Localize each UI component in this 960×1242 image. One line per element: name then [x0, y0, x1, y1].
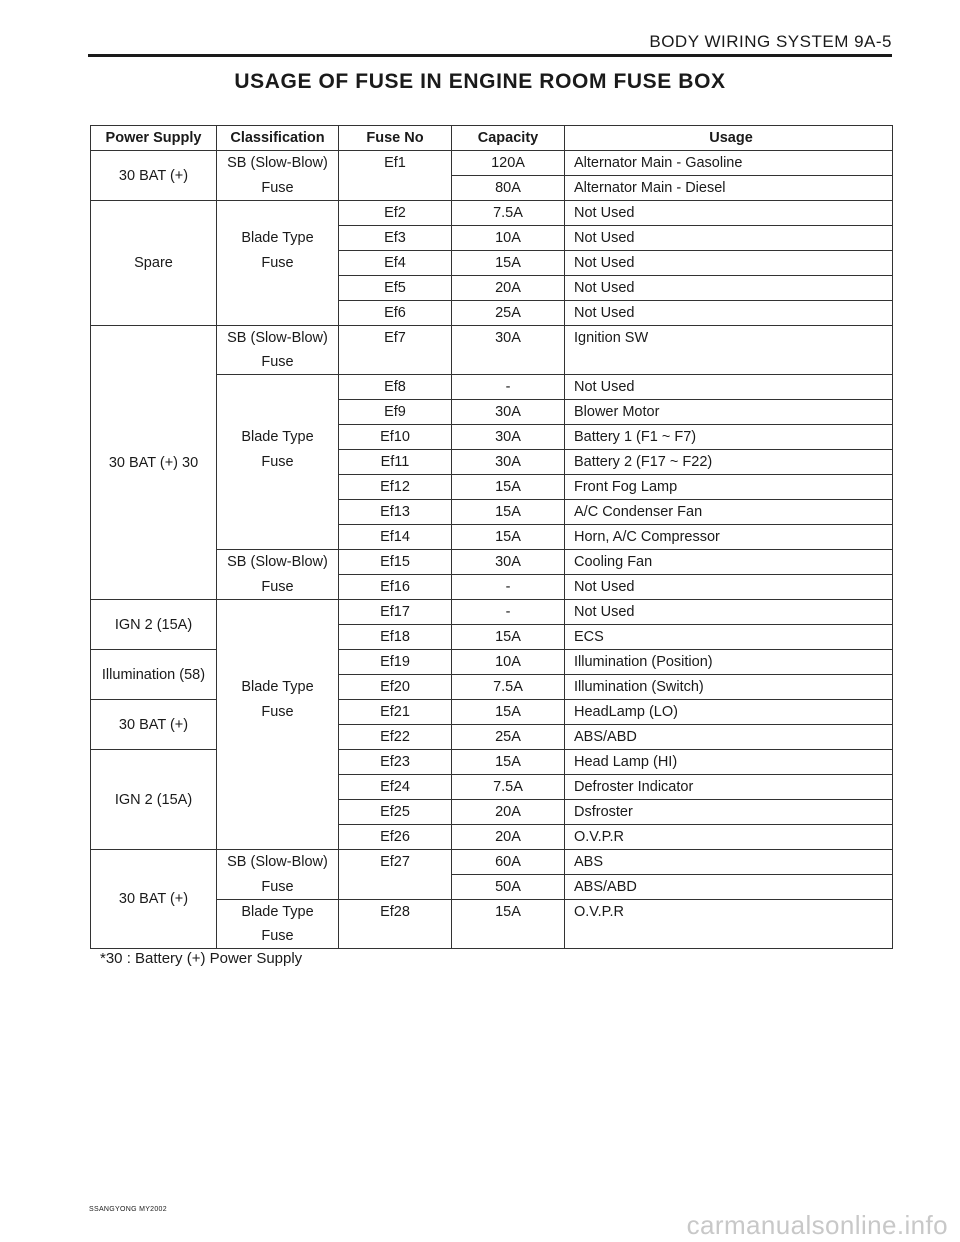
classification-cell: [217, 725, 339, 750]
power-supply-cell: 30 BAT (+): [91, 700, 217, 750]
capacity-cell: -: [452, 600, 565, 625]
capacity-cell: 25A: [452, 725, 565, 750]
capacity-cell: 7.5A: [452, 775, 565, 800]
usage-cell: Alternator Main - Gasoline: [565, 151, 893, 176]
fuse-no-cell: Ef3: [339, 226, 452, 251]
usage-cell: HeadLamp (LO): [565, 700, 893, 725]
classification-cell: [217, 600, 339, 625]
classification-cell: SB (Slow-Blow): [217, 550, 339, 575]
classification-cell: Fuse: [217, 875, 339, 900]
usage-cell: Blower Motor: [565, 400, 893, 425]
power-supply-cell: IGN 2 (15A): [91, 600, 217, 650]
usage-cell: Not Used: [565, 201, 893, 226]
capacity-cell: 15A: [452, 700, 565, 725]
capacity-cell: 15A: [452, 475, 565, 500]
usage-cell: ABS: [565, 850, 893, 875]
capacity-cell: 15A: [452, 251, 565, 276]
fuse-no-cell: [339, 875, 452, 900]
usage-cell: Battery 1 (F1 ~ F7): [565, 425, 893, 450]
table-row: [91, 600, 893, 625]
capacity-cell: -: [452, 575, 565, 600]
fuse-no-cell: Ef28: [339, 900, 452, 925]
fuse-no-cell: Ef26: [339, 825, 452, 850]
capacity-cell: 30A: [452, 400, 565, 425]
usage-cell: Dsfroster: [565, 800, 893, 825]
table-row: [91, 850, 893, 875]
classification-cell: [217, 375, 339, 400]
column-header-classification: Classification: [217, 126, 339, 151]
capacity-cell: 30A: [452, 326, 565, 351]
capacity-cell: [452, 924, 565, 949]
classification-cell: Blade Type: [217, 675, 339, 700]
usage-cell: O.V.P.R: [565, 825, 893, 850]
usage-cell: A/C Condenser Fan: [565, 500, 893, 525]
classification-cell: Fuse: [217, 350, 339, 375]
capacity-cell: 30A: [452, 425, 565, 450]
table-row: [91, 151, 893, 176]
capacity-cell: -: [452, 375, 565, 400]
fuse-no-cell: Ef9: [339, 400, 452, 425]
classification-cell: Blade Type: [217, 226, 339, 251]
classification-cell: [217, 825, 339, 850]
capacity-cell: 80A: [452, 176, 565, 201]
column-header-fuse-no: Fuse No: [339, 126, 452, 151]
usage-cell: Illumination (Position): [565, 650, 893, 675]
capacity-cell: 15A: [452, 500, 565, 525]
capacity-cell: 10A: [452, 226, 565, 251]
fuse-no-cell: Ef17: [339, 600, 452, 625]
fuse-no-cell: Ef15: [339, 550, 452, 575]
table-row: [91, 201, 893, 226]
classification-cell: [217, 276, 339, 301]
capacity-cell: 15A: [452, 625, 565, 650]
fuse-no-cell: Ef22: [339, 725, 452, 750]
fuse-no-cell: Ef14: [339, 525, 452, 550]
usage-cell: O.V.P.R: [565, 900, 893, 925]
fuse-no-cell: [339, 176, 452, 201]
capacity-cell: [452, 350, 565, 375]
fuse-no-cell: Ef13: [339, 500, 452, 525]
classification-cell: SB (Slow-Blow): [217, 850, 339, 875]
capacity-cell: 50A: [452, 875, 565, 900]
column-header-usage: Usage: [565, 126, 893, 151]
usage-cell: [565, 924, 893, 949]
fuse-no-cell: Ef1: [339, 151, 452, 176]
usage-cell: [565, 350, 893, 375]
table-header-row: [91, 126, 893, 151]
usage-cell: ABS/ABD: [565, 725, 893, 750]
classification-cell: Fuse: [217, 924, 339, 949]
capacity-cell: 10A: [452, 650, 565, 675]
classification-cell: [217, 500, 339, 525]
fuse-no-cell: Ef6: [339, 301, 452, 326]
fuse-no-cell: Ef2: [339, 201, 452, 226]
fuse-no-cell: Ef7: [339, 326, 452, 351]
power-supply-cell: Illumination (58): [91, 650, 217, 700]
capacity-cell: 15A: [452, 900, 565, 925]
capacity-cell: 20A: [452, 276, 565, 301]
fuse-no-cell: Ef18: [339, 625, 452, 650]
usage-cell: Not Used: [565, 375, 893, 400]
classification-cell: [217, 750, 339, 775]
classification-cell: Fuse: [217, 176, 339, 201]
power-supply-cell: 30 BAT (+) 30: [91, 326, 217, 600]
fuse-no-cell: Ef27: [339, 850, 452, 875]
usage-cell: Not Used: [565, 600, 893, 625]
fuse-no-cell: Ef11: [339, 450, 452, 475]
capacity-cell: 15A: [452, 525, 565, 550]
fuse-no-cell: Ef20: [339, 675, 452, 700]
usage-cell: Not Used: [565, 251, 893, 276]
usage-cell: Illumination (Switch): [565, 675, 893, 700]
capacity-cell: 60A: [452, 850, 565, 875]
classification-cell: [217, 650, 339, 675]
table-row: [91, 750, 893, 775]
power-supply-cell: 30 BAT (+): [91, 151, 217, 201]
classification-cell: SB (Slow-Blow): [217, 326, 339, 351]
fuse-no-cell: Ef19: [339, 650, 452, 675]
watermark: carmanualsonline.info: [686, 1210, 948, 1240]
classification-cell: Blade Type: [217, 425, 339, 450]
classification-cell: [217, 775, 339, 800]
fuse-no-cell: Ef4: [339, 251, 452, 276]
capacity-cell: 20A: [452, 800, 565, 825]
classification-cell: [217, 800, 339, 825]
usage-cell: Front Fog Lamp: [565, 475, 893, 500]
classification-cell: [217, 625, 339, 650]
fuse-usage-table: [90, 125, 893, 949]
header-rule: [88, 54, 892, 57]
fuse-no-cell: [339, 350, 452, 375]
capacity-cell: 7.5A: [452, 201, 565, 226]
fuse-no-cell: Ef24: [339, 775, 452, 800]
classification-cell: Fuse: [217, 700, 339, 725]
classification-cell: Fuse: [217, 575, 339, 600]
footnote: *30 : Battery (+) Power Supply: [100, 950, 303, 967]
classification-cell: Fuse: [217, 450, 339, 475]
classification-cell: [217, 475, 339, 500]
classification-cell: Blade Type: [217, 900, 339, 925]
usage-cell: Not Used: [565, 276, 893, 301]
fuse-no-cell: Ef16: [339, 575, 452, 600]
table-row: [91, 326, 893, 351]
capacity-cell: 30A: [452, 550, 565, 575]
usage-cell: ECS: [565, 625, 893, 650]
usage-cell: Not Used: [565, 575, 893, 600]
capacity-cell: 15A: [452, 750, 565, 775]
usage-cell: ABS/ABD: [565, 875, 893, 900]
fuse-no-cell: Ef21: [339, 700, 452, 725]
running-header: BODY WIRING SYSTEM 9A-5: [649, 32, 892, 51]
usage-cell: Not Used: [565, 301, 893, 326]
capacity-cell: 7.5A: [452, 675, 565, 700]
classification-cell: [217, 400, 339, 425]
usage-cell: Battery 2 (F17 ~ F22): [565, 450, 893, 475]
usage-cell: Alternator Main - Diesel: [565, 176, 893, 201]
fuse-no-cell: Ef23: [339, 750, 452, 775]
fuse-no-cell: [339, 924, 452, 949]
usage-cell: Not Used: [565, 226, 893, 251]
classification-cell: [217, 301, 339, 326]
capacity-cell: 30A: [452, 450, 565, 475]
usage-cell: Ignition SW: [565, 326, 893, 351]
classification-cell: SB (Slow-Blow): [217, 151, 339, 176]
fuse-no-cell: Ef12: [339, 475, 452, 500]
footer-model-code: SSANGYONG MY2002: [89, 1206, 167, 1213]
capacity-cell: 25A: [452, 301, 565, 326]
power-supply-cell: IGN 2 (15A): [91, 750, 217, 850]
fuse-no-cell: Ef5: [339, 276, 452, 301]
usage-cell: Defroster Indicator: [565, 775, 893, 800]
capacity-cell: 120A: [452, 151, 565, 176]
column-header-power-supply: Power Supply: [91, 126, 217, 151]
usage-cell: Horn, A/C Compressor: [565, 525, 893, 550]
classification-cell: [217, 201, 339, 226]
table-row: [91, 650, 893, 675]
fuse-no-cell: Ef10: [339, 425, 452, 450]
usage-cell: Head Lamp (HI): [565, 750, 893, 775]
fuse-no-cell: Ef25: [339, 800, 452, 825]
classification-cell: Fuse: [217, 251, 339, 276]
usage-cell: Cooling Fan: [565, 550, 893, 575]
power-supply-cell: 30 BAT (+): [91, 850, 217, 949]
classification-cell: [217, 525, 339, 550]
column-header-capacity: Capacity: [452, 126, 565, 151]
power-supply-cell: Spare: [91, 201, 217, 326]
table-row: [91, 700, 893, 725]
capacity-cell: 20A: [452, 825, 565, 850]
fuse-no-cell: Ef8: [339, 375, 452, 400]
page-title: USAGE OF FUSE IN ENGINE ROOM FUSE BOX: [234, 70, 726, 93]
